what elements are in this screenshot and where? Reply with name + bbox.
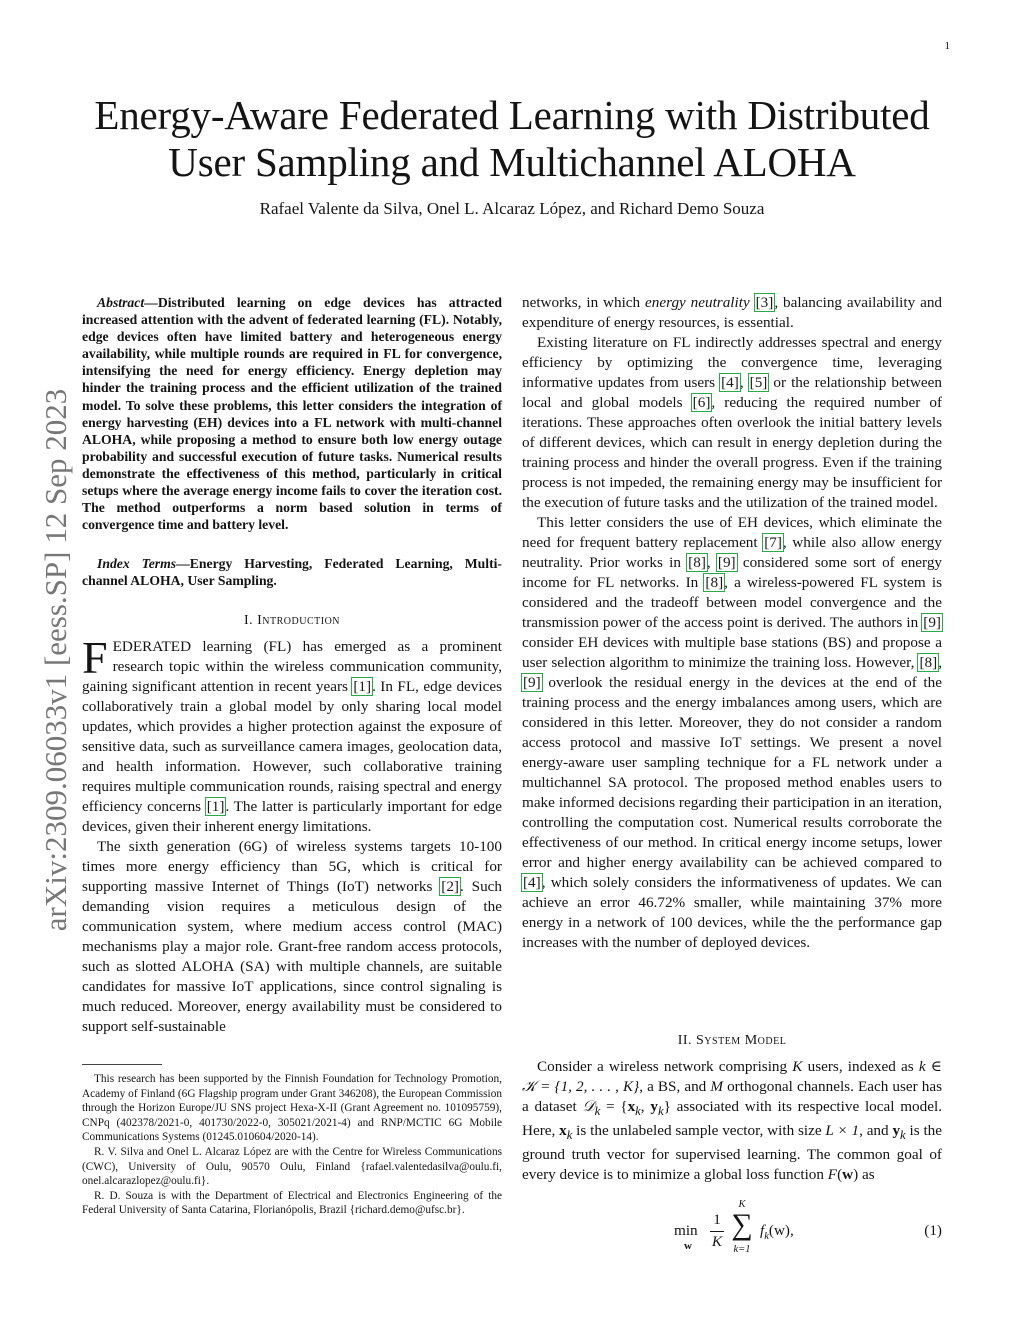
- index-terms-text: —Energy Harvesting, Federated Learning, Multi-channel ALOHA, User Sampling.: [82, 556, 502, 589]
- eq-sum-symbol: ∑: [731, 1208, 753, 1241]
- equation-number: (1): [924, 1222, 942, 1239]
- title-line-2: User Sampling and Multichannel ALOHA: [168, 139, 856, 185]
- eq-sum-lower: k=1: [733, 1244, 751, 1255]
- abstract-label: Abstract: [97, 295, 145, 310]
- section-number: II.: [677, 1033, 693, 1048]
- citation-link[interactable]: [4]: [523, 874, 541, 891]
- eq-frac-numerator: 1: [713, 1211, 721, 1228]
- citation-link[interactable]: [9]: [923, 614, 941, 631]
- citation-link[interactable]: [1]: [353, 678, 372, 695]
- page-number: 1: [944, 40, 950, 52]
- title-line-1: Energy-Aware Federated Learning with Distributed: [94, 92, 930, 138]
- citation-link[interactable]: [7]: [764, 534, 782, 551]
- author-list: Rafael Valente da Silva, Onel L. Alcaraz López, and Richard Demo Souza: [259, 199, 765, 218]
- section-title: System Model: [696, 1033, 787, 1048]
- index-terms-label: Index Terms: [97, 556, 177, 571]
- citation-link[interactable]: [6]: [692, 394, 711, 411]
- section-number: I.: [243, 613, 254, 628]
- section-heading-system-model: [522, 1033, 942, 1049]
- citation-link[interactable]: [8]: [919, 654, 938, 671]
- eq-min-subscript: w: [684, 1240, 692, 1252]
- section-title: Introduction: [257, 613, 341, 628]
- introduction-body: [82, 632, 502, 1037]
- footnote-affiliation-1: R. V. Silva and Onel L. Alcaraz López are with the Centre for Wireless Communications (CWC), University of Oulu, 90570 Oulu, Finland {rafael.valentedasilva@oulu.fi, onel.alcarazlopez@oulu.fi}.: [82, 1145, 502, 1188]
- citation-link[interactable]: [8]: [705, 574, 724, 591]
- footnotes: [82, 1072, 502, 1218]
- abstract-text: —Distributed learning on edge devices has attracted increased attention with the advent of federated learning (FL). Notably, edge devices often have limited battery and heterogeneous energy availability, while multiple rounds are required in FL for convergence, intensifying the need for energy efficiency. Energy depletion may hinder the training process and the efficient utilization of the trained model. To solve these problems, this letter considers the integration of energy harvesting (EH) devices into a FL network with multi-channel ALOHA, while proposing a method to ensure both low energy outage probability and successful execution of future tasks. Numerical results demonstrate the effectiveness of this method, particularly in critical setups where the average energy income fails to cover the iteration cost. The method outperforms a norm based solution in terms of convergence time and battery level.: [82, 295, 502, 533]
- citation-link[interactable]: [8]: [688, 554, 706, 571]
- eq-frac-bar: [710, 1231, 724, 1232]
- citation-link[interactable]: [4]: [721, 374, 739, 391]
- eq-frac-denominator: K: [711, 1233, 723, 1250]
- paper-title: [60, 92, 964, 186]
- drop-cap: F: [82, 632, 108, 683]
- continued-paragraph: networks, in which energy neutrality [3], balancing availability and expenditure of energy resources, is essential.: [522, 294, 943, 331]
- citation-link[interactable]: [5]: [749, 374, 768, 391]
- footnote-rule: [82, 1064, 162, 1065]
- system-model-paragraph: Consider a wireless network comprising K users, indexed as k ∈ 𝒦 = {1, 2, . . . , K}, a BS, and M orthogonal channels. Each user has a dataset 𝒟$_k$ = {$x_k$, $y_k$} associated with its respective local model. Here, $x_k$ is the unlabeled sample vector, with size L × 1, and $y_k$ is the ground truth vector for supervised learning. The common goal of every device is to minimize a global loss function F(w) as: [522, 1058, 943, 1184]
- equation-1: [522, 1199, 942, 1266]
- footnote-funding: This research has been supported by the Finnish Foundation for Technology Promotion, Academy of Finland (6G Flagship program under Grant 346208), the European Commission through the Horizon Europe/JU SNS project Hexa-X-II (Grant Agreement no. 101095759), CNPq (402378/2021-0, 401730/2022-0, 305021/2021-4) and RNP/MCTIC 6G Mobile Communications Systems (01245.010604/2020-14).: [82, 1073, 502, 1144]
- intro-paragraph-1: FEDERATED learning (FL) has emerged as a prominent research topic within the wireless communication community, gaining significant attention in recent years [1]. In FL, edge devices collaboratively train a global model by only sharing local model updates, which provides a higher protection against the exposure of sensitive data, such as surveillance camera images, geolocation data, and health information. However, such collaborative training requires multiple communication rounds, raising spectral and energy efficiency concerns [1]. The latter is particularly important for edge devices, given their inherent energy limitations.: [82, 632, 502, 835]
- citation-link[interactable]: [1]: [206, 798, 225, 815]
- eq-min: min: [674, 1222, 698, 1239]
- eq-summand: $f_k(w)$,: [760, 1222, 794, 1243]
- index-terms: [82, 555, 502, 589]
- citation-link[interactable]: [2]: [441, 878, 459, 895]
- footnote-affiliation-2: R. D. Souza is with the Department of Electrical and Electronics Engineering of the Federal University of Santa Catarina, Florianópolis, Brazil {richard.demo@ufsc.br}.: [82, 1189, 502, 1217]
- intro-paragraph-2: The sixth generation (6G) of wireless systems targets 10-100 times more energy efficiency than 5G, which is critical for supporting massive Internet of Things (IoT) networks [2]. Such demanding vision requires a meticulous design of the communication system, where medium access control (MAC) mechanisms play a major role. Grant-free random access protocols, such as slotted ALOHA (SA) with multiple channels, are suitable candidates for massive IoT applications, since control signaling is much reduced. Moreover, energy availability must be considered to support self-sustainable: [82, 838, 502, 1035]
- system-model-body: [522, 1057, 942, 1185]
- equation-body: [674, 1199, 874, 1266]
- citation-link[interactable]: [3]: [755, 294, 774, 311]
- right-column-body: [522, 293, 942, 953]
- contribution-paragraph: This letter considers the use of EH devices, which eliminate the need for frequent battery replacement [7], while also allow energy neutrality. Prior works in [8], [9] considered some sort of energy income for FL networks. In [8], a wireless-powered FL system is considered and the tradeoff between model convergence and the transmission power of the access point is derived. The authors in [9] consider EH devices with multiple base stations (BS) and propose a user selection algorithm to minimize the training loss. However, [8], [9] overlook the residual energy in the devices at the end of the training process and the energy imbalances among users, which are considered in this letter. Moreover, they do not consider a random access protocol and massive IoT settings. We present a novel energy-aware user sampling technique for a FL network under a multichannel SA protocol. The proposed method enables users to make informed decisions regarding their participation in an iteration, controlling the computation cost. Numerical results corroborate the effectiveness of our method. In critical energy income setups, lower error and higher energy availability can be achieved compared to [4], which solely considers the informativeness of updates. We can achieve an error 46.72% smaller, while maintaining 37% more energy in a network of 100 devices, while the the performance gap increases with the number of deployed devices.: [522, 514, 943, 951]
- section-heading-introduction: [82, 613, 502, 629]
- abstract: [82, 294, 502, 533]
- eq-sum-upper: K: [738, 1199, 746, 1210]
- citation-link[interactable]: [9]: [523, 674, 541, 691]
- literature-paragraph: Existing literature on FL indirectly addresses spectral and energy efficiency by optimizing the convergence time, leveraging informative updates from users [4], [5] or the relationship between local and global models [6], reducing the required number of iterations. These approaches often overlook the initial battery levels of different devices, which can result in energy depletion during the training process and hinder the overall progress. Even if the training process is not impeded, the remaining energy may be insufficient for the execution of future tasks and the utilization of the trained model.: [522, 334, 942, 511]
- arxiv-stamp: arXiv:2309.06033v1 [eess.SP] 12 Sep 2023: [38, 388, 73, 932]
- citation-link[interactable]: [9]: [717, 554, 736, 571]
